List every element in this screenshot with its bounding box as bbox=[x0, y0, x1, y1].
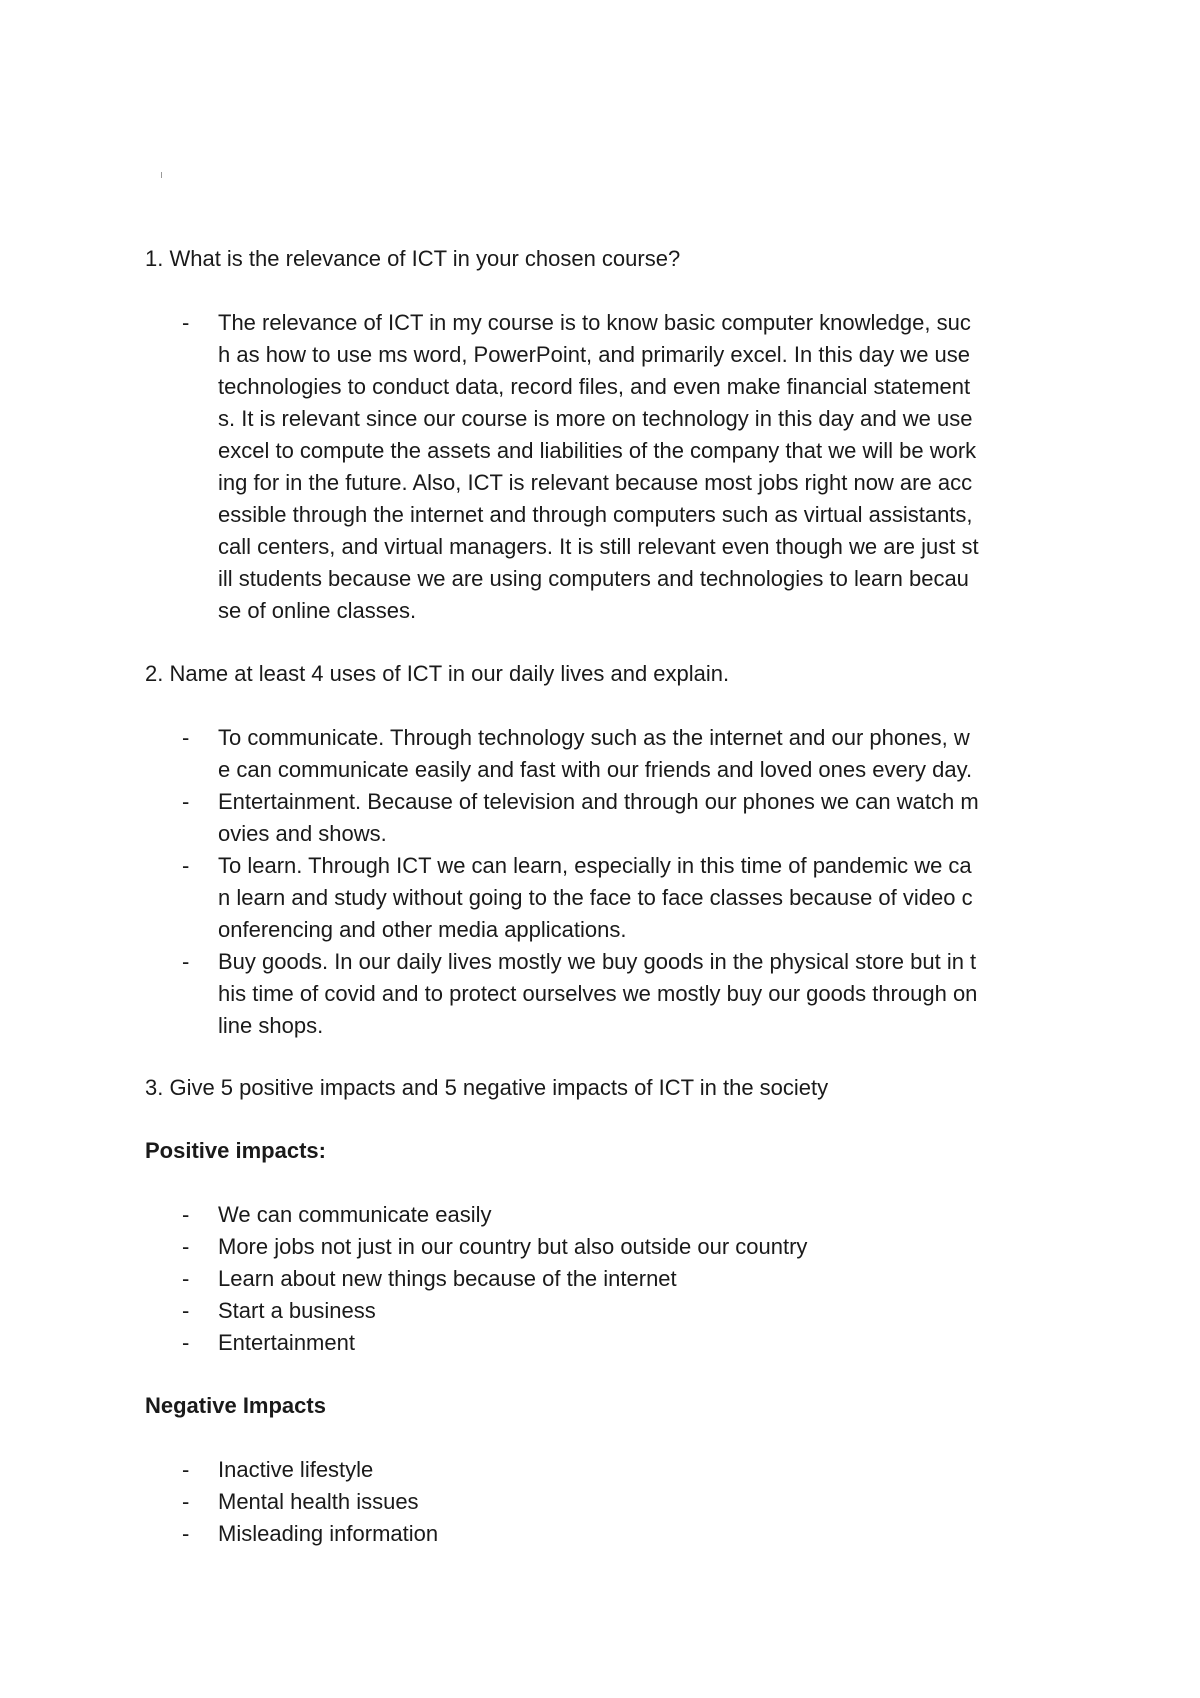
dash-bullet: - bbox=[182, 725, 190, 750]
dash-bullet: - bbox=[182, 1330, 190, 1355]
answer-1-line: essible through the internet and through computers such as virtual assistants, bbox=[218, 502, 973, 527]
negative-impact-text: Misleading information bbox=[218, 1521, 439, 1546]
answer-2-list bbox=[0, 722, 979, 1042]
positive-impacts-list bbox=[0, 1199, 807, 1359]
answer-2-line: Buy goods. In our daily lives mostly we buy goods in the physical store but in t bbox=[218, 949, 977, 974]
answer-2-line: ovies and shows. bbox=[218, 821, 387, 846]
answer-1-line: ill students because we are using computers and technologies to learn becau bbox=[218, 566, 969, 591]
question-2: 2. Name at least 4 uses of ICT in our daily lives and explain. bbox=[145, 661, 730, 686]
answer-1-line: se of online classes. bbox=[218, 598, 417, 623]
negative-impacts-heading: Negative Impacts bbox=[145, 1393, 326, 1418]
answer-1-line: The relevance of ICT in my course is to know basic computer knowledge, suc bbox=[218, 310, 971, 335]
question-3: 3. Give 5 positive impacts and 5 negative impacts of ICT in the society bbox=[145, 1075, 829, 1100]
question-1: 1. What is the relevance of ICT in your chosen course? bbox=[145, 246, 681, 271]
answer-2-line: his time of covid and to protect ourselves we mostly buy our goods through on bbox=[218, 981, 978, 1006]
answer-1-line: ing for in the future. Also, ICT is relevant because most jobs right now are acc bbox=[218, 470, 973, 495]
answer-1-item bbox=[0, 307, 979, 627]
dash-bullet: - bbox=[182, 1234, 190, 1259]
dash-bullet: - bbox=[182, 949, 190, 974]
positive-impact-item bbox=[0, 1327, 807, 1359]
stray-mark bbox=[161, 172, 162, 178]
dash-bullet: - bbox=[182, 1521, 190, 1546]
answer-2-line: To learn. Through ICT we can learn, especially in this time of pandemic we ca bbox=[218, 853, 972, 878]
dash-bullet: - bbox=[182, 1202, 190, 1227]
positive-impact-item bbox=[0, 1199, 807, 1231]
negative-impact-item bbox=[0, 1518, 438, 1550]
positive-impact-text: More jobs not just in our country but also outside our country bbox=[218, 1234, 808, 1259]
answer-2-line: e can communicate easily and fast with our friends and loved ones every day. bbox=[218, 757, 973, 782]
answer-2-item bbox=[0, 946, 979, 1042]
positive-impacts-heading: Positive impacts: bbox=[145, 1138, 326, 1163]
answer-1-line: h as how to use ms word, PowerPoint, and primarily excel. In this day we use bbox=[218, 342, 971, 367]
dash-bullet: - bbox=[182, 310, 190, 335]
negative-impacts-list bbox=[0, 1454, 438, 1550]
negative-impact-text: Inactive lifestyle bbox=[218, 1457, 374, 1482]
positive-impact-item bbox=[0, 1231, 807, 1263]
answer-2-line: To communicate. Through technology such as the internet and our phones, w bbox=[218, 725, 970, 750]
answer-2-line: line shops. bbox=[218, 1013, 324, 1038]
positive-impact-text: Entertainment bbox=[218, 1330, 355, 1355]
dash-bullet: - bbox=[182, 853, 190, 878]
negative-impact-item bbox=[0, 1454, 438, 1486]
answer-2-line: n learn and study without going to the face to face classes because of video c bbox=[218, 885, 973, 910]
answer-1-line: s. It is relevant since our course is more on technology in this day and we use bbox=[218, 406, 973, 431]
dash-bullet: - bbox=[182, 1298, 190, 1323]
positive-impact-text: We can communicate easily bbox=[218, 1202, 492, 1227]
answer-1-line: technologies to conduct data, record files, and even make financial statement bbox=[218, 374, 971, 399]
answer-1-line: excel to compute the assets and liabilities of the company that we will be work bbox=[218, 438, 977, 463]
answer-2-item bbox=[0, 786, 979, 850]
positive-impact-item bbox=[0, 1263, 807, 1295]
answer-2-item bbox=[0, 850, 979, 946]
answer-2-line: Entertainment. Because of television and through our phones we can watch m bbox=[218, 789, 979, 814]
positive-impact-text: Learn about new things because of the internet bbox=[218, 1266, 677, 1291]
positive-impact-item bbox=[0, 1295, 807, 1327]
dash-bullet: - bbox=[182, 789, 190, 814]
answer-2-line: onferencing and other media applications. bbox=[218, 917, 627, 942]
dash-bullet: - bbox=[182, 1266, 190, 1291]
answer-1-list bbox=[0, 307, 979, 627]
answer-1-line: call centers, and virtual managers. It is still relevant even though we are just st bbox=[218, 534, 979, 559]
dash-bullet: - bbox=[182, 1457, 190, 1482]
negative-impact-item bbox=[0, 1486, 438, 1518]
negative-impact-text: Mental health issues bbox=[218, 1489, 419, 1514]
answer-2-item bbox=[0, 722, 979, 786]
dash-bullet: - bbox=[182, 1489, 190, 1514]
positive-impact-text: Start a business bbox=[218, 1298, 376, 1323]
